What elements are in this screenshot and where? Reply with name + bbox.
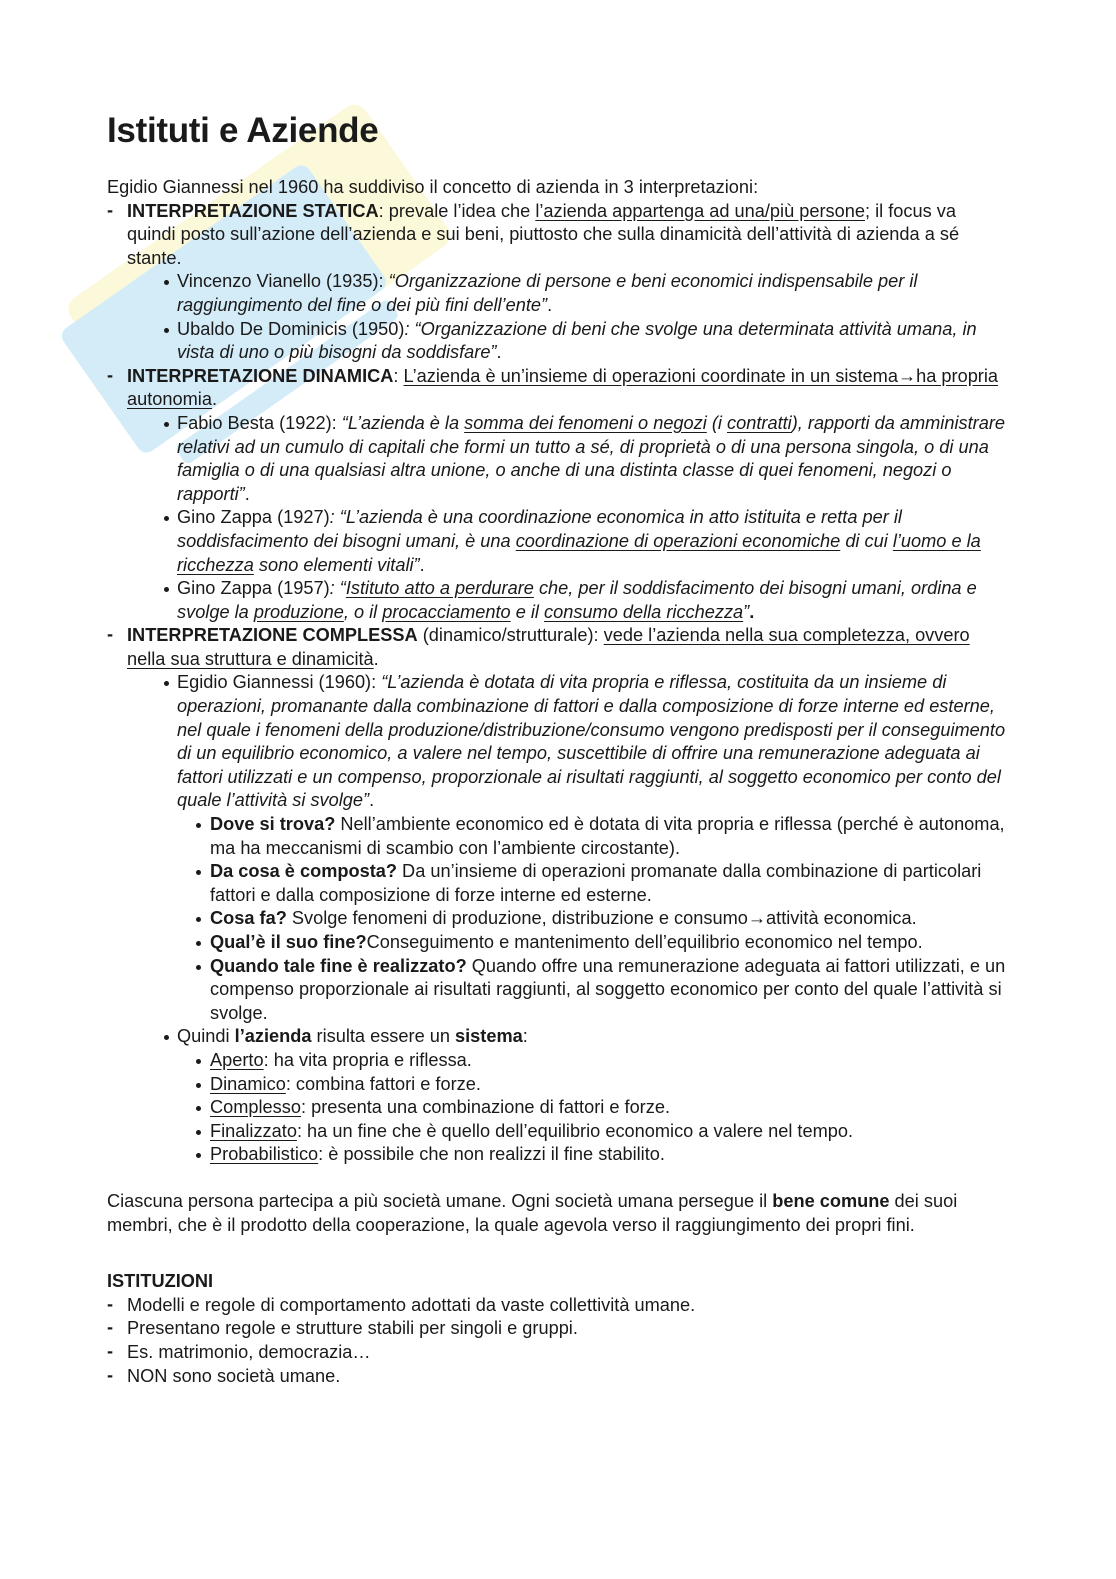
qa-item: Qual’è il suo fine?Conseguimento e mantenimento dell’equilibrio economico nel tempo. bbox=[191, 931, 1007, 955]
property-finalizzato: Finalizzato: ha un fine che è quello dell’equilibrio economico a valere nel tempo. bbox=[191, 1120, 1007, 1144]
sistema-item: Quindi l’azienda risulta essere un sistema: Aperto: ha vita propria e riflessa. Dinamico: combina fattori e forze. Complesso: presenta una combinazione di fattori e forze. Finalizzato: ha un fine che è quello dell’equilibrio economico a valere nel tempo. Probabilistico: è possibile che non realizzi il fine stabilito. bbox=[157, 1025, 1007, 1167]
quote-zappa-1927: Gino Zappa (1927): “L’azienda è una coordinazione economica in atto istituita e retta per il soddisfacimento dei bisogni umani, è una coordinazione di operazioni economiche di cui l’uomo e la ricchezza sono elementi vitali”. bbox=[157, 506, 1007, 577]
list-item: - Es. matrimonio, democrazia… bbox=[107, 1341, 1007, 1365]
property-probabilistico: Probabilistico: è possibile che non realizzi il fine stabilito. bbox=[191, 1143, 1007, 1167]
sistema-properties bbox=[177, 1049, 1007, 1167]
document-page bbox=[107, 108, 1007, 1388]
qa-item: Dove si trova? Nell’ambiente economico ed è dotata di vita propria e riflessa (perché è autonoma, ma ha meccanismi di scambio con l’ambiente circostante). bbox=[191, 813, 1007, 860]
qa-list bbox=[177, 813, 1007, 1025]
intro-text: Egidio Giannessi nel 1960 ha suddiviso il concetto di azienda in 3 interpretazioni: bbox=[107, 177, 759, 197]
dinamica-quotes bbox=[127, 412, 1007, 624]
page-title: Istituti e Aziende bbox=[107, 111, 379, 150]
istituzioni-list bbox=[107, 1294, 1007, 1388]
quote-besta: Fabio Besta (1922): “L’azienda è la somma dei fenomeni o negozi (i contratti), rapporti da amministrare relativi ad un cumulo di capitali che formi un tutto a sé, di proprietà o di una persona singola, o di una famiglia o di una qualsiasi altra unione, o anche di una distinta classe di quei fenomeni, negozi o rapporti”. bbox=[157, 412, 1007, 506]
list-item: - Presentano regole e strutture stabili per singoli e gruppi. bbox=[107, 1317, 1007, 1341]
complessa-quotes bbox=[127, 671, 1007, 1166]
qa-item: Quando tale fine è realizzato? Quando offre una remunerazione adeguata ai fattori utilizzati, e un compenso proporzionale ai risultati raggiunti, al soggetto economico per conto del quale l’attività si svolge. bbox=[191, 955, 1007, 1026]
list-item: - Modelli e regole di comportamento adottati da vaste collettività umane. bbox=[107, 1294, 1007, 1318]
qa-item: Da cosa è composta? Da un’insieme di operazioni promanate dalla combinazione di particolari fattori e dalla composizione di forze interne ed esterne. bbox=[191, 860, 1007, 907]
quote-giannessi: Egidio Giannessi (1960): “L’azienda è dotata di vita propria e riflessa, costituita da un insieme di operazioni, promanante dalla combinazione di fattori e dalla composizione di forze interne ed esterne, nel quale i fenomeni della produzione/distribuzione/consumo vengono predisposti per il conseguimento di un equilibrio economico, a valere nel tempo, suscettibile di offrire una remunerazione adeguata ai fattori utilizzati e un compenso, proporzionale ai risultati raggiunti, al soggetto economico per conto del quale l’attività si svolge”. Dove si trova? Nell’ambiente economico ed è dotata di vita propria e riflessa (perché è autonoma, ma ha meccanismi di scambio con l’ambiente circostante). Da cosa è composta? Da un’insieme di operazioni promanate dalla combinazione di particolari fattori e dalla composizione di forze interne ed esterne. Cosa fa? Svolge fenomeni di produzione, distribuzione e consumo→attività economica. Qual’è il suo fine?Conseguimento e mantenimento dell’equilibrio economico nel tempo. Quando tale fine è realizzato? Quando offre una remunerazione adeguata ai fattori utilizzati, e un compenso proporzionale ai risultati raggiunti, al soggetto economico per conto del quale l’attività si svolge. bbox=[157, 671, 1007, 1025]
quote-zappa-1957: Gino Zappa (1957): “Istituto atto a perdurare che, per il soddisfacimento dei bisogni umani, ordina e svolge la produzione, o il procacciamento e il consumo della ricchezza”. bbox=[157, 577, 1007, 624]
property-complesso: Complesso: presenta una combinazione di fattori e forze. bbox=[191, 1096, 1007, 1120]
interpretation-complessa: - INTERPRETAZIONE COMPLESSA (dinamico/strutturale): vede l’azienda nella sua completezza, ovvero nella sua struttura e dinamicità. Egidio Giannessi (1960): “L’azienda è dotata di vita propria e riflessa, costituita da un insieme di operazioni, promanante dalla combinazione di fattori e dalla composizione di forze interne ed esterne, nel quale i fenomeni della produzione/distribuzione/consumo vengono predisposti per il conseguimento di un equilibrio economico, a valere nel tempo, suscettibile di offrire una remunerazione adeguata ai fattori utilizzati e un compenso, proporzionale ai risultati raggiunti, al soggetto economico per conto del quale l’attività si svolge”. Dove si trova? Nell’ambiente economico ed è dotata di vita propria e riflessa (perché è autonoma, ma ha meccanismi di scambio con l’ambiente circostante). Da cosa è composta? Da un’insieme di operazioni promanate dalla combinazione di particolari fattori e dalla composizione di forze interne ed esterne. Cosa fa? Svolge fenomeni di produzione, distribuzione e consumo→attività economica. Qual’è il suo fine?Conseguimento e mantenimento dell’equilibrio economico nel tempo. Quando tale fine è realizzato? Quando offre una remunerazione adeguata ai fattori utilizzati, e un compenso proporzionale ai risultati raggiunti, al soggetto economico per conto del quale l’attività si svolge. Quindi l’azienda risulta essere un sistema: Aperto: ha vita propria e riflessa. Dinamico: combina fattori e forze. Complesso: presenta una combinazione di fattori e forze. Finalizzato: ha un fine che è quello dell’equilibrio economico a valere nel tempo. Probabilistico: è possibile che non realizzi il fine stabilito. bbox=[107, 624, 1007, 1167]
list-item: - NON sono società umane. bbox=[107, 1365, 1007, 1389]
interpretations-list bbox=[107, 200, 1007, 1167]
interpretation-dinamica: - INTERPRETAZIONE DINAMICA: L’azienda è un’insieme di operazioni coordinate in un sistema→ha propria autonomia. Fabio Besta (1922): “L’azienda è la somma dei fenomeni o negozi (i contratti), rapporti da amministrare relativi ad un cumulo di capitali che formi un tutto a sé, di proprietà o di una persona singola, o di una famiglia o di una qualsiasi altra unione, o anche di una distinta classe di quei fenomeni, negozi o rapporti”. Gino Zappa (1927): “L’azienda è una coordinazione economica in atto istituita e retta per il soddisfacimento dei bisogni umani, è una coordinazione di operazioni economiche di cui l’uomo e la ricchezza sono elementi vitali”. Gino Zappa (1957): “Istituto atto a perdurare che, per il soddisfacimento dei bisogni umani, ordina e svolge la produzione, o il procacciamento e il consumo della ricchezza”. bbox=[107, 365, 1007, 625]
property-dinamico: Dinamico: combina fattori e forze. bbox=[191, 1073, 1007, 1097]
quote-vianello: Vincenzo Vianello (1935): “Organizzazione di persone e beni economici indispensabile per il raggiungimento del fine o dei più fini dell’ente”. bbox=[157, 270, 1007, 317]
property-aperto: Aperto: ha vita propria e riflessa. bbox=[191, 1049, 1007, 1073]
bene-comune-paragraph: Ciascuna persona partecipa a più società umane. Ogni società umana persegue il bene comune dei suoi membri, che è il prodotto della cooperazione, la quale agevola verso il raggiungimento dei propri fini. bbox=[107, 1190, 958, 1235]
quote-de-dominicis: Ubaldo De Dominicis (1950): “Organizzazione di beni che svolge una determinata attività umana, in vista di uno o più bisogni da soddisfare”. bbox=[157, 318, 1007, 365]
istituzioni-title: ISTITUZIONI bbox=[107, 1271, 214, 1292]
statica-quotes bbox=[127, 270, 1007, 364]
qa-item: Cosa fa? Svolge fenomeni di produzione, distribuzione e consumo→attività economica. bbox=[191, 907, 1007, 931]
interpretation-statica: - INTERPRETAZIONE STATICA: prevale l’idea che l’azienda appartenga ad una/più persone; il focus va quindi posto sull’azione dell’azienda e sui beni, piuttosto che sulla dinamicità dell’attività di azienda a sé stante. Vincenzo Vianello (1935): “Organizzazione di persone e beni economici indispensabile per il raggiungimento del fine o dei più fini dell’ente”. Ubaldo De Dominicis (1950): “Organizzazione di beni che svolge una determinata attività umana, in vista di uno o più bisogni da soddisfare”. bbox=[107, 200, 1007, 365]
